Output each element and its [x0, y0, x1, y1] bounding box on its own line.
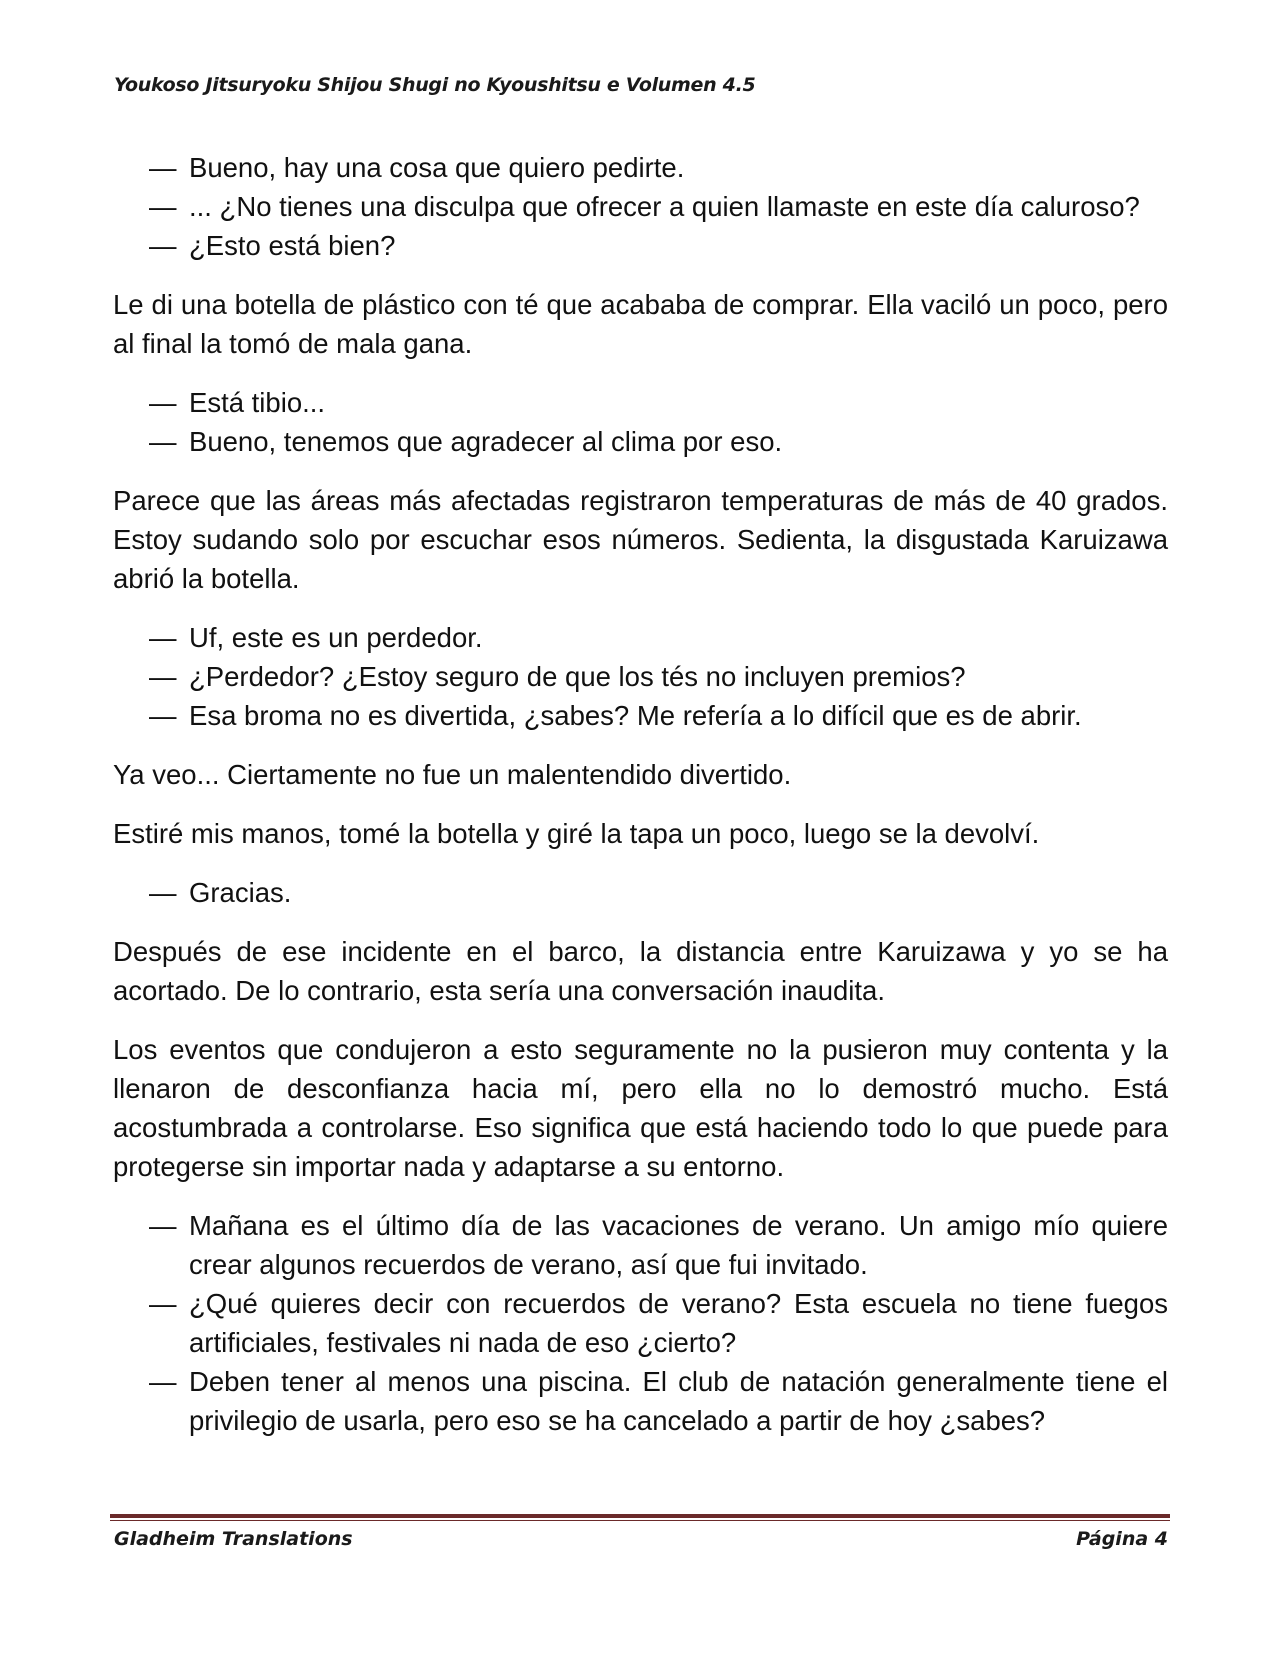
paragraph: Después de ese incidente en el barco, la distancia entre Karuizawa y yo se ha acortado. De lo contrario, esta sería una conversación inaudita.	[113, 936, 1168, 1006]
dialogue-block	[113, 873, 1168, 912]
em-dash: —	[149, 661, 177, 692]
page-number: Página 4	[1076, 1528, 1168, 1550]
dialogue-block	[113, 383, 1168, 461]
dialogue-block	[113, 148, 1168, 265]
dialogue-line: — ¿Perdedor? ¿Estoy seguro de que los tés no incluyen premios?	[189, 657, 1168, 696]
em-dash: —	[149, 1210, 177, 1241]
em-dash: —	[149, 152, 177, 183]
em-dash: —	[149, 622, 177, 653]
em-dash: —	[149, 426, 177, 457]
dialogue-block	[113, 1206, 1168, 1440]
dialogue-line: — Deben tener al menos una piscina. El club de natación generalmente tiene el privilegio de usarla, pero eso se ha cancelado a partir de hoy ¿sabes?	[189, 1362, 1168, 1440]
dialogue-line: — Mañana es el último día de las vacaciones de verano. Un amigo mío quiere crear algunos recuerdos de verano, así que fui invitado.	[189, 1206, 1168, 1284]
dialogue-line: — Uf, este es un perdedor.	[189, 618, 1168, 657]
running-header: Youkoso Jitsuryoku Shijou Shugi no Kyoushitsu e Volumen 4.5	[114, 74, 756, 96]
dialogue-line: — Bueno, tenemos que agradecer al clima por eso.	[189, 422, 1168, 461]
em-dash: —	[149, 191, 177, 222]
paragraph: Los eventos que condujeron a esto seguramente no la pusieron muy contenta y la llenaron de desconfianza hacia mí, pero ella no lo demostró mucho. Está acostumbrada a controlarse. Eso significa que está haciendo todo lo que puede para protegerse sin importar nada y adaptarse a su entorno.	[113, 1034, 1168, 1182]
em-dash: —	[149, 1366, 177, 1397]
dialogue-line: — ¿Qué quieres decir con recuerdos de verano? Esta escuela no tiene fuegos artificiales, festivales ni nada de eso ¿cierto?	[189, 1284, 1168, 1362]
dialogue-line: — ... ¿No tienes una disculpa que ofrecer a quien llamaste en este día caluroso?	[189, 187, 1168, 226]
dialogue-line: — ¿Esto está bien?	[189, 226, 1168, 265]
paragraph: Parece que las áreas más afectadas registraron temperaturas de más de 40 grados. Estoy sudando solo por escuchar esos números. Sedienta, la disgustada Karuizawa abrió la botella.	[113, 485, 1168, 594]
paragraph: Ya veo... Ciertamente no fue un malentendido divertido.	[113, 759, 792, 790]
em-dash: —	[149, 877, 177, 908]
em-dash: —	[149, 1288, 177, 1319]
paragraph: Le di una botella de plástico con té que acababa de comprar. Ella vaciló un poco, pero al final la tomó de mala gana.	[113, 289, 1168, 359]
dialogue-line: — Bueno, hay una cosa que quiero pedirte.	[189, 148, 1168, 187]
em-dash: —	[149, 700, 177, 731]
dialogue-line: — Gracias.	[189, 873, 1168, 912]
page-body	[113, 148, 1168, 1460]
paragraph: Estiré mis manos, tomé la botella y giré la tapa un poco, luego se la devolví.	[113, 818, 1040, 849]
footer-credit: Gladheim Translations	[114, 1528, 353, 1550]
dialogue-line: — Esa broma no es divertida, ¿sabes? Me refería a lo difícil que es de abrir.	[189, 696, 1168, 735]
em-dash: —	[149, 387, 177, 418]
footer-rule	[110, 1514, 1170, 1518]
em-dash: —	[149, 230, 177, 261]
dialogue-line: — Está tibio...	[189, 383, 1168, 422]
footer-rule-thin	[110, 1520, 1170, 1521]
dialogue-block	[113, 618, 1168, 735]
